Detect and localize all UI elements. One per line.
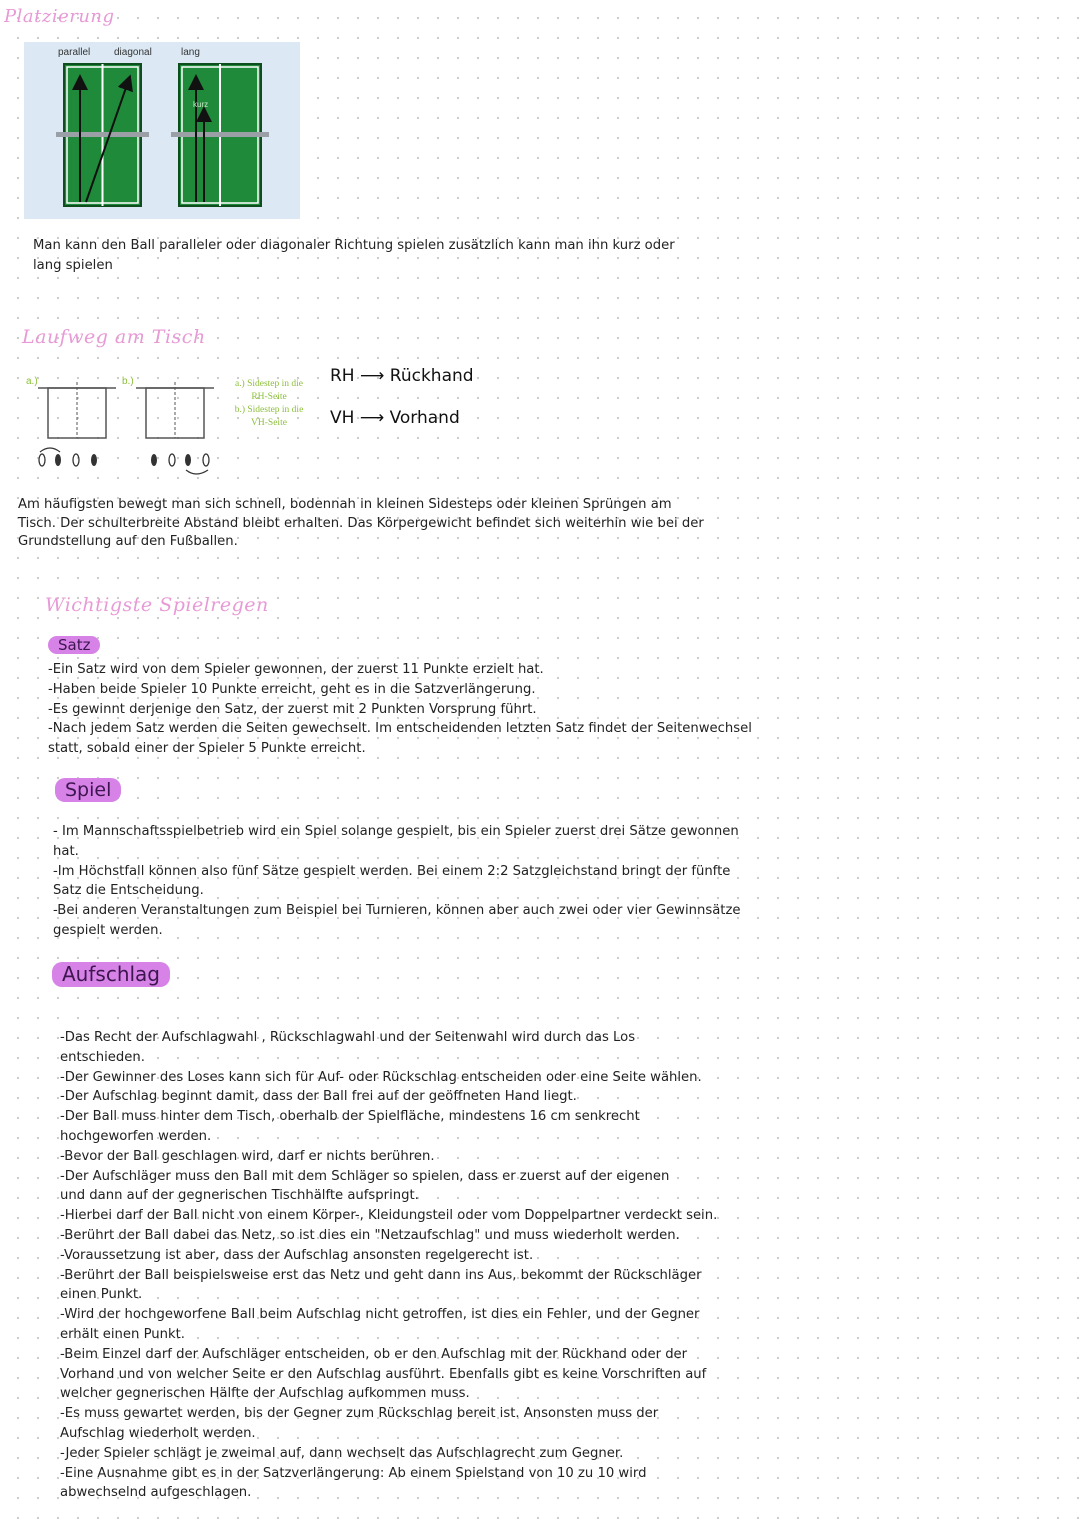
- heading-laufweg: Laufweg am Tisch: [22, 326, 206, 348]
- abbrev-rh: RH ⟶ Rückhand: [330, 366, 474, 386]
- aufschlag-title: Aufschlag: [52, 962, 170, 987]
- placement-figure: [24, 42, 300, 219]
- abbrev-vh: VH ⟶ Vorhand: [330, 408, 460, 428]
- satz-text: -Ein Satz wird von dem Spieler gewonnen, der zuerst 11 Punkte erzielt hat. -Haben beide Spieler 10 Punkte erreicht, geht es in die Satzverlängerung. -Es gewinnt derjenige den Satz, der zuerst mit 2 Punkten Vorsprung führt. -Nach jedem Satz werden die Seiten gewechselt. Im entscheidenden letzten Satz findet der Seitenwechsel statt, sobald einer der Spieler 5 Punkte erreicht.: [48, 662, 752, 757]
- text-laufweg: Am häufigsten bewegt man sich schnell, bodennah in kleinen Sidesteps oder kleinen Sprüngen am Tisch. Der schulterbreite Abstand bleibt erhalten. Das Körpergewicht befindet sich weiterhin wie bei der Grundstellung auf den Fußballen.: [18, 497, 704, 549]
- text-platzierung: Man kann den Ball paralleler oder diagonaler Richtung spielen zusätzlich kann man ihn kurz oder lang spielen: [33, 238, 675, 273]
- label-parallel: parallel: [58, 47, 91, 58]
- heading-spielregeln: Wichtigste Spielregen: [45, 594, 269, 616]
- spiel-title: Spiel: [55, 778, 121, 802]
- satz-title: Satz: [48, 636, 100, 654]
- table-diagram: [24, 42, 300, 219]
- spiel-text: - Im Mannschaftsspielbetrieb wird ein Spiel solange gespielt, bis ein Spieler zuerst drei Sätze gewonnen hat. -Im Höchstfall können also fünf Sätze gespielt werden. Bei einem 2:2 Satzgleichstand bringt der fünfte Satz die Entscheidung. -Bei anderen Veranstaltungen zum Beispiel bei Turnieren, können aber auch zwei oder vier Gewinnsätze gespielt werden.: [53, 824, 741, 938]
- aufschlag-text: -Das Recht der Aufschlagwahl , Rückschlagwahl und der Seitenwahl wird durch das Los entschieden. -Der Gewinner des Loses kann sich für Auf- oder Rückschlag entscheiden oder eine Seite wählen. -Der Aufschlag beginnt damit, dass der Ball frei auf der geöffneten Hand liegt. -Der Ball muss hinter dem Tisch, oberhalb der Spielfläche, mindestens 16 cm senkrecht hochgeworfen werden. -Bevor der Ball geschlagen wird, darf er nichts berühren. -Der Aufschläger muss den Ball mit dem Schläger so spielen, dass er zuerst auf der eigenen und dann auf der gegnerischen Tischhälfte aufspringt. -Hierbei darf der Ball nicht von einem Körper-, Kleidungsteil oder vom Doppelpartner verdeckt sein. -Berührt der Ball dabei das Netz, so ist dies ein "Netzaufschlag" und muss wiederholt werden. -Voraussetzung ist aber, dass der Aufschlag ansonsten regelgerecht ist. -Berührt der Ball beispielsweise erst das Netz und geht dann ins Aus, bekommt der Rückschläger einen Punkt. -Wird der hochgeworfene Ball beim Aufschlag nicht getroffen, ist dies ein Fehler, und der Gegner erhält einen Punkt. -Beim Einzel darf der Aufschläger entscheiden, ob er den Aufschlag mit der Rückhand oder der Vorhand und von welcher Seite er den Aufschlag ausführt. Ebenfalls gibt es keine Vorschriften auf welcher gegnerischen Hälfte der Aufschlag aufkommen muss. -Es muss gewartet werden, bis der Gegner zum Rückschlag bereit ist. Ansonsten muss der Aufschlag wiederholt werden. -Jeder Spieler schlägt je zweimal auf, dann wechselt das Aufschlagrecht zum Gegner. -Eine Ausnahme gibt es in der Satzverlängerung: Ab einem Spielstand von 10 zu 10 wird abwechselnd aufgeschlagen.: [60, 1030, 718, 1501]
- label-kurz: kurz: [193, 100, 209, 109]
- heading-platzierung: Platzierung: [4, 6, 115, 27]
- label-lang: lang: [181, 47, 200, 58]
- label-b: b.): [122, 376, 134, 387]
- label-diagonal: diagonal: [114, 47, 152, 58]
- sidestep-figure: [18, 372, 318, 482]
- label-a: a.): [26, 376, 38, 387]
- sidestep-legend: a.) Sidestep in die RH-Seite b.) Sidestep in die VH-Seite: [234, 379, 304, 428]
